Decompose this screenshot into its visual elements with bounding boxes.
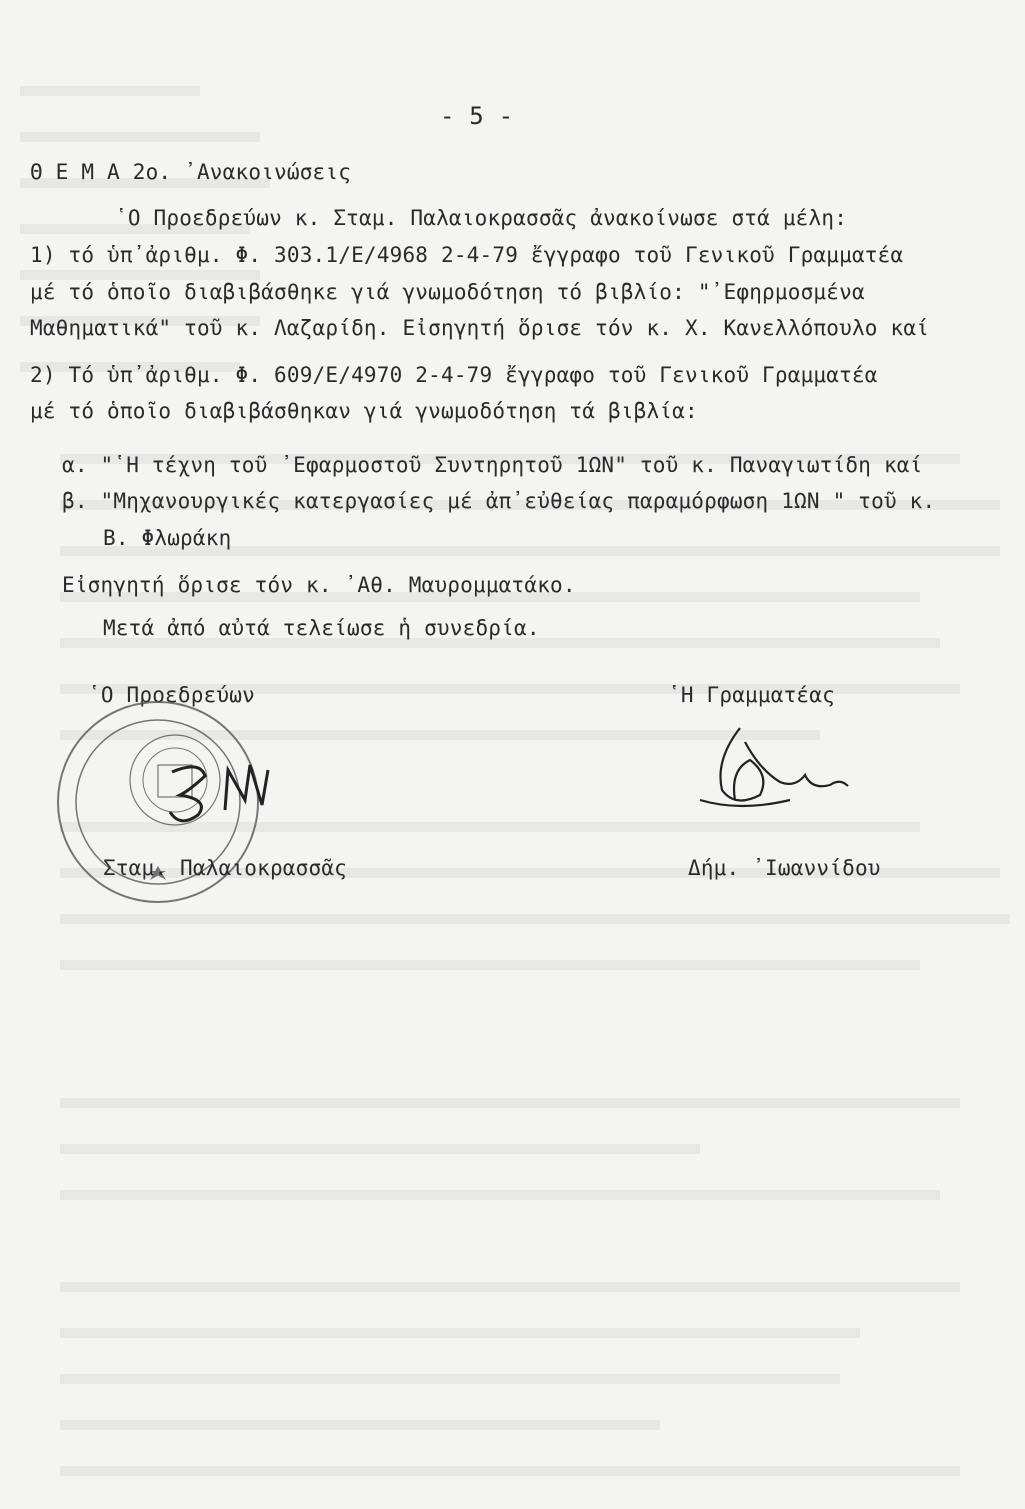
body-line: Μαθηματικά" τοῦ κ. Λαζαρίδη. Εἰσηγητή ὅρισε τόν κ. Χ. Κανελλόπουλο καί [30, 316, 930, 340]
list-item: β. "Μηχανουργικές κατεργασίες μέ ἀπ᾽εὐθείας παραμόρφωση 1ΩΝ " τοῦ κ. [62, 489, 936, 513]
body-line: Μετά ἀπό αὐτά τελείωσε ἡ συνεδρία. [103, 616, 540, 640]
chair-name: Σταμ. Παλαιοκρασσᾶς [103, 856, 348, 880]
secretary-name: Δήμ. ᾽Ιωαννίδου [688, 856, 881, 880]
body-line: μέ τό ὁποῖο διαβιβάσθηκε γιά γνωμοδότηση τό βιβλίο: "᾽Εφηρμοσμένα [30, 280, 865, 304]
list-item: α. "῾Η τέχνη τοῦ ᾽Εφαρμοστοῦ Συντηρητοῦ 1ΩΝ" τοῦ κ. Παναγιωτίδη καί [62, 453, 923, 477]
body-line: 2) Τό ὑπ᾽ἀριθμ. Φ. 609/Ε/4970 2-4-79 ἔγγραφο τοῦ Γενικοῦ Γραμματέα [30, 363, 878, 387]
body-line: μέ τό ὁποῖο διαβιβάσθηκαν γιά γνωμοδότηση τά βιβλία: [30, 399, 698, 423]
secretary-title: ῾Η Γραμματέας [668, 683, 835, 707]
page-number: - 5 - [440, 102, 514, 130]
body-line: Εἰσηγητή ὅρισε τόν κ. ᾽Αθ. Μαυρομματάκο. [62, 573, 576, 597]
chair-title: ῾Ο Προεδρεύων [88, 683, 255, 707]
secretary-signature-icon [700, 728, 848, 806]
body-line: ῾Ο Προεδρεύων κ. Σταμ. Παλαιοκρασσᾶς ἀνακοίνωσε στά μέλη: [115, 206, 848, 230]
body-line: 1) τό ὑπ᾽ἀριθμ. Φ. 303.1/Ε/4968 2-4-79 ἔγγραφο τοῦ Γενικοῦ Γραμματέα [30, 243, 904, 267]
section-heading: Θ Ε Μ Α 2ο. ᾽Ανακοινώσεις [30, 160, 352, 184]
list-item-continuation: Β. Φλωράκη [103, 526, 232, 550]
